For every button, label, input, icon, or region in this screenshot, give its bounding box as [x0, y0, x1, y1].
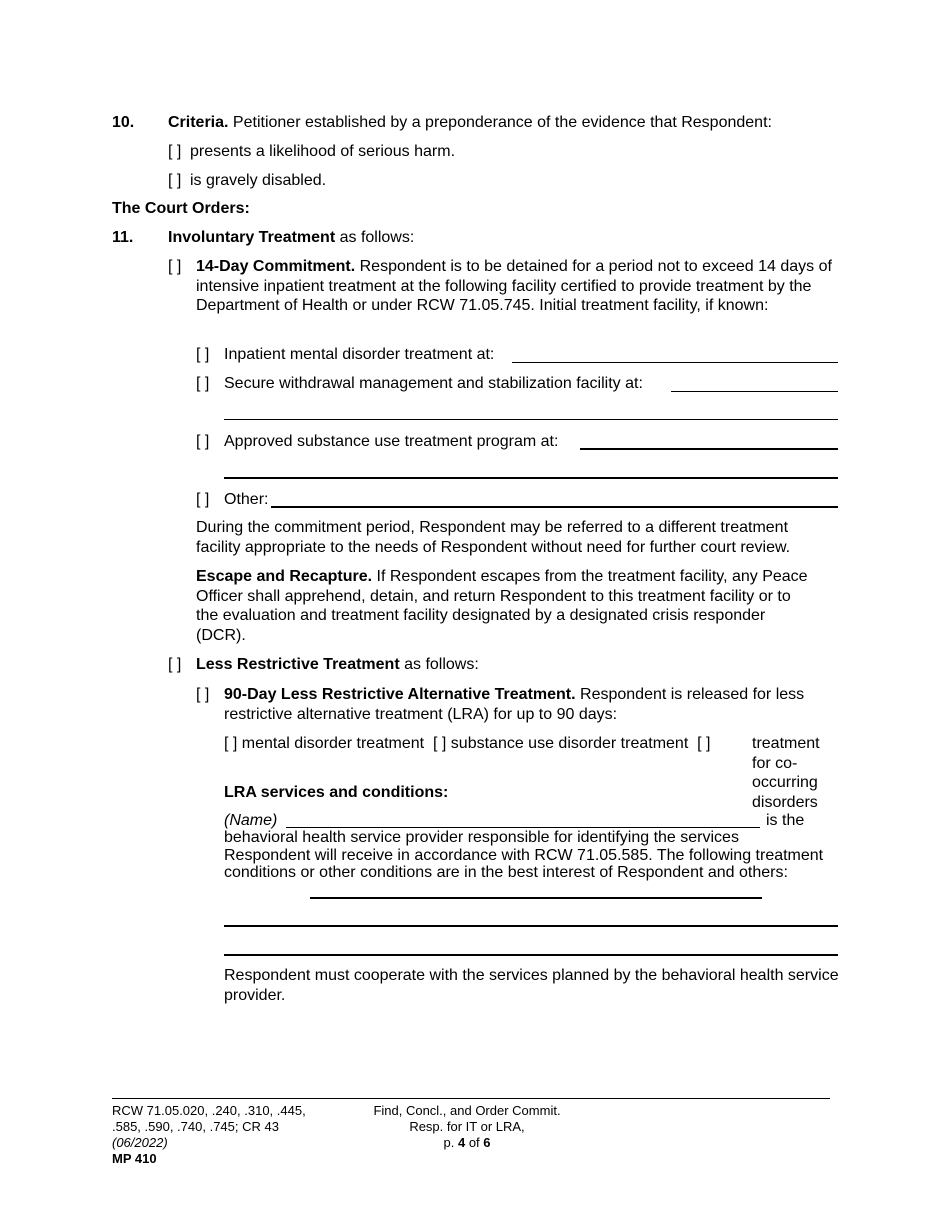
heading-suffix: as follows: — [339, 229, 415, 246]
page-total: 6 — [483, 1135, 491, 1150]
escape-heading: Escape and Recapture. — [196, 568, 373, 585]
footer-rcw — [112, 1103, 306, 1167]
page-prefix: p. — [443, 1135, 455, 1150]
type-cooccurring-label: treatment for co-occurring disorders — [752, 735, 820, 811]
lra90-heading: 90-Day Less Restrictive Alternative Treatment. — [224, 686, 576, 703]
commitment-heading: 14-Day Commitment. — [196, 258, 356, 275]
type-mental-label: mental disorder treatment — [241, 735, 425, 752]
inpatient-label: Inpatient mental disorder treatment at: — [224, 346, 495, 363]
lra90-text: Respondent is released for less restrictive alternative treatment (LRA) for up to 90 days: — [224, 686, 805, 723]
footer-title — [357, 1103, 577, 1151]
conditions-field-line-2[interactable] — [224, 925, 838, 927]
checkbox-cooccurring[interactable]: [ ] — [697, 735, 711, 752]
form-number: MP 410 — [112, 1151, 157, 1166]
withdrawal-field[interactable] — [671, 391, 838, 392]
checkbox-inpatient[interactable]: [ ] — [196, 346, 210, 363]
option-gravely-disabled[interactable] — [168, 171, 326, 191]
name-label: (Name) — [224, 812, 278, 829]
court-orders-heading: The Court Orders: — [112, 200, 250, 217]
commitment-text: Respondent is to be detained for a period not to exceed 14 days of intensive inpatient treatment at the following facility certified to provide treatment by the Department of Health or under RCW 71.05.745. Initial treatment facility, if known: — [196, 258, 832, 314]
checkbox-withdrawal[interactable]: [ ] — [196, 375, 210, 392]
checkbox-substance[interactable]: [ ] — [196, 433, 210, 450]
rcw-line-1: RCW 71.05.020, .240, .310, .445, — [112, 1103, 306, 1118]
checkbox-substance-use[interactable]: [ ] — [433, 735, 447, 752]
other-label: Other: — [224, 491, 269, 508]
inpatient-field[interactable] — [512, 362, 838, 363]
substance-field[interactable] — [580, 448, 838, 450]
lrt-heading: Less Restrictive Treatment — [196, 656, 400, 673]
involuntary-treatment-heading: Involuntary Treatment — [168, 229, 336, 246]
lrt-heading-suffix: as follows: — [404, 656, 479, 673]
title-line-2: Resp. for IT or LRA, — [409, 1119, 525, 1134]
page-number — [357, 1135, 577, 1151]
withdrawal-field-line-2[interactable] — [224, 419, 838, 420]
type-substance-label: substance use disorder treatment — [450, 735, 689, 752]
services-paragraph: behavioral health service provider responsible for identifying the services Respondent will receive in accordance with RCW 71.05.585. The following treatment conditions or other conditions are in the best interest of Respondent and others: — [224, 829, 824, 881]
criteria-text: Petitioner established by a preponderance of the evidence that Respondent: — [232, 114, 772, 131]
conditions-field[interactable] — [310, 897, 762, 899]
page-of: of — [468, 1135, 480, 1150]
item-11-heading-row — [168, 228, 414, 248]
checkbox[interactable]: [ ] — [168, 172, 182, 189]
escape-paragraph — [196, 567, 816, 645]
provider-name-field[interactable] — [286, 827, 760, 828]
withdrawal-label: Secure withdrawal management and stabilization facility at: — [224, 375, 643, 392]
lrt-heading-row — [196, 655, 479, 675]
footer-divider — [112, 1098, 830, 1099]
cooperate-paragraph: Respondent must cooperate with the services planned by the behavioral health service provider. — [224, 967, 839, 1004]
item-10-number: 10. — [112, 114, 135, 131]
substance-label: Approved substance use treatment program at: — [224, 433, 559, 450]
rcw-line-2: .585, .590, .740, .745; CR 43 — [112, 1119, 279, 1134]
checkbox[interactable]: [ ] — [168, 143, 182, 160]
commitment-paragraph — [196, 257, 836, 316]
item-10-criteria — [168, 113, 868, 133]
referral-paragraph: During the commitment period, Respondent may be referred to a different treatment facility appropriate to the needs of Respondent without need for further court review. — [196, 519, 791, 556]
conditions-field-line-3[interactable] — [224, 954, 838, 956]
item-11-number: 11. — [112, 229, 134, 246]
option-label: presents a likelihood of serious harm. — [190, 143, 456, 160]
criteria-heading: Criteria. — [168, 114, 229, 131]
option-label: is gravely disabled. — [190, 172, 327, 189]
lra90-paragraph — [224, 685, 824, 724]
page-current: 4 — [457, 1135, 466, 1150]
substance-field-line-2[interactable] — [224, 477, 838, 479]
name-suffix: is the — [766, 812, 805, 829]
checkbox-lrt[interactable]: [ ] — [168, 656, 182, 673]
checkbox-14-day[interactable]: [ ] — [168, 258, 182, 275]
lra-services-heading: LRA services and conditions: — [224, 784, 449, 801]
other-field[interactable] — [271, 506, 838, 508]
option-serious-harm[interactable] — [168, 142, 455, 162]
escape-text: If Respondent escapes from the treatment facility, any Peace Officer shall apprehend, detain, and return Respondent to this treatment facility or to the evaluation and treatment facility designated by a designated crisis responder (DCR). — [196, 568, 808, 644]
checkbox-lra90[interactable]: [ ] — [196, 686, 210, 703]
title-line-1: Find, Concl., and Order Commit. — [373, 1103, 561, 1118]
checkbox-mental[interactable]: [ ] — [224, 735, 238, 752]
checkbox-other[interactable]: [ ] — [196, 491, 210, 508]
form-date: (06/2022) — [112, 1135, 168, 1150]
